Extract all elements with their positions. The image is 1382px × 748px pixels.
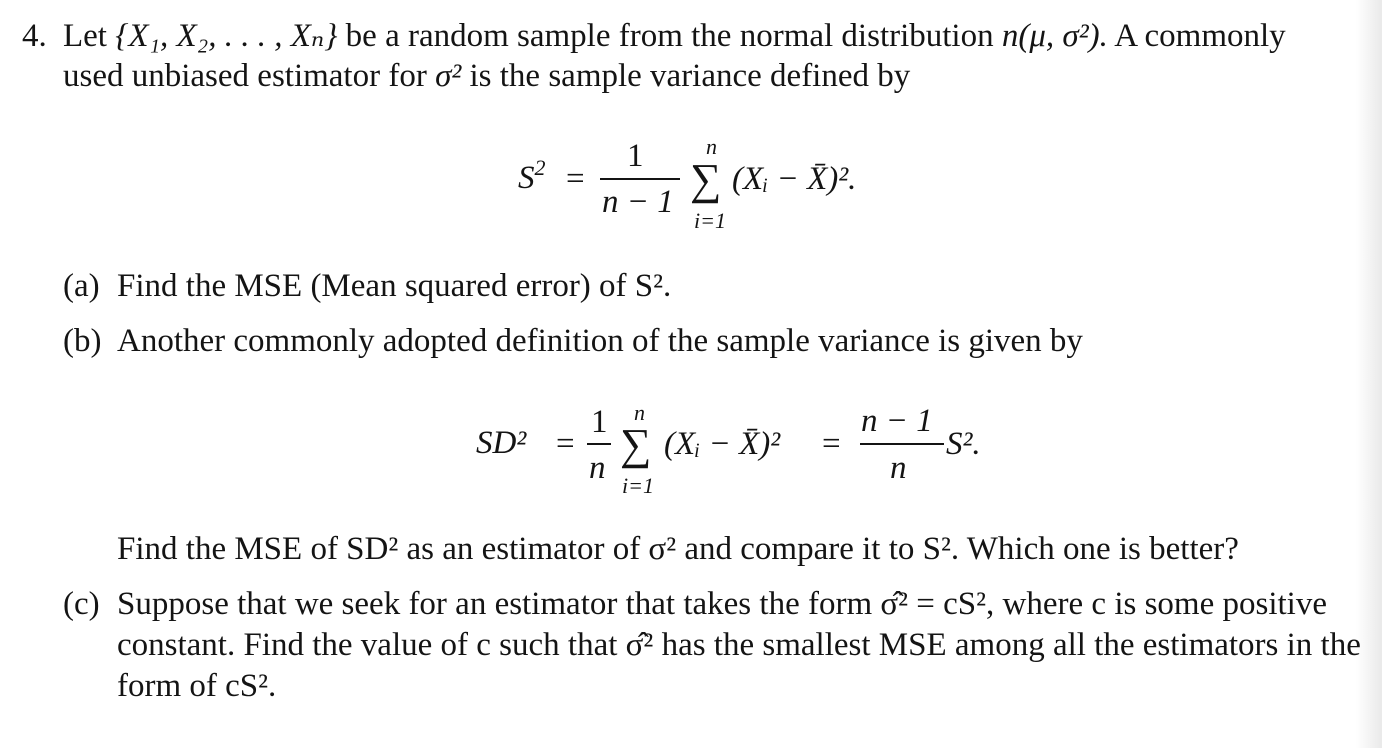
- eq1-sum-lower: i=1: [694, 208, 726, 233]
- sample-set: {X₁, X₂, . . . , Xₙ}: [115, 18, 338, 54]
- line2-post: is the sample variance defined by: [469, 58, 911, 94]
- eq2-sum-upper: n: [634, 400, 645, 425]
- part-c-label: (c): [63, 586, 100, 622]
- part-a-label: (a): [63, 268, 100, 304]
- eq2-fraction-bar-1: [587, 443, 611, 445]
- eq2-equals-1: =: [556, 426, 575, 462]
- eq1-fraction-bar: [600, 178, 680, 180]
- problem-line-2: [63, 60, 910, 93]
- eq1-sum-upper: n: [706, 134, 717, 159]
- part-b-text: Another commonly adopted definition of the sample variance is given by: [117, 323, 1083, 359]
- line1-tail: A commonly: [1114, 18, 1286, 54]
- eq1-numerator: 1: [627, 138, 644, 174]
- eq2-tail: S².: [946, 426, 981, 462]
- eq2-denominator-1: n: [589, 450, 606, 486]
- eq1-sum-symbol: ∑: [690, 155, 722, 204]
- eq1-lhs: $S^2$: [518, 155, 546, 196]
- eq1-equals: =: [566, 161, 585, 197]
- eq2-sum-lower: i=1: [622, 473, 654, 498]
- part-c-line-1: Suppose that we seek for an estimator that takes the form σ̂² = cS², where c is some positive: [117, 586, 1327, 622]
- part-b-label: (b): [63, 323, 102, 359]
- part-a-text: Find the MSE (Mean squared error) of S².: [117, 268, 672, 304]
- eq2-equals-2: =: [822, 426, 841, 462]
- eq2-summand: (Xᵢ − X̄)²: [664, 426, 781, 462]
- eq2-numerator-1: 1: [591, 404, 608, 440]
- eq2-fraction-bar-2: [860, 443, 944, 445]
- eq2-denominator-2: n: [890, 450, 907, 486]
- problem-line-1: [63, 20, 1353, 53]
- eq2-lhs: SD²: [476, 425, 527, 461]
- eq1-denominator: n − 1: [602, 184, 674, 220]
- part-b-followup: Find the MSE of SD² as an estimator of σ² and compare it to S². Which one is better?: [117, 531, 1239, 567]
- line2-pre: used unbiased estimator for: [63, 58, 427, 94]
- part-c-line-3: form of cS².: [117, 668, 277, 704]
- line1-middle: be a random sample from the normal distribution: [345, 18, 994, 54]
- part-c-line-2: constant. Find the value of c such that σ̂² has the smallest MSE among all the estimators in the: [117, 627, 1361, 663]
- eq1-summand: (Xᵢ − X̄)².: [732, 161, 857, 197]
- sigma-squared: σ²: [435, 58, 462, 94]
- distribution: n(μ, σ²).: [1001, 18, 1108, 54]
- problem-number: 4.: [22, 18, 47, 54]
- eq2-numerator-2: n − 1: [861, 403, 933, 439]
- eq2-sum-symbol: ∑: [620, 420, 652, 469]
- let-word: Let: [63, 18, 107, 54]
